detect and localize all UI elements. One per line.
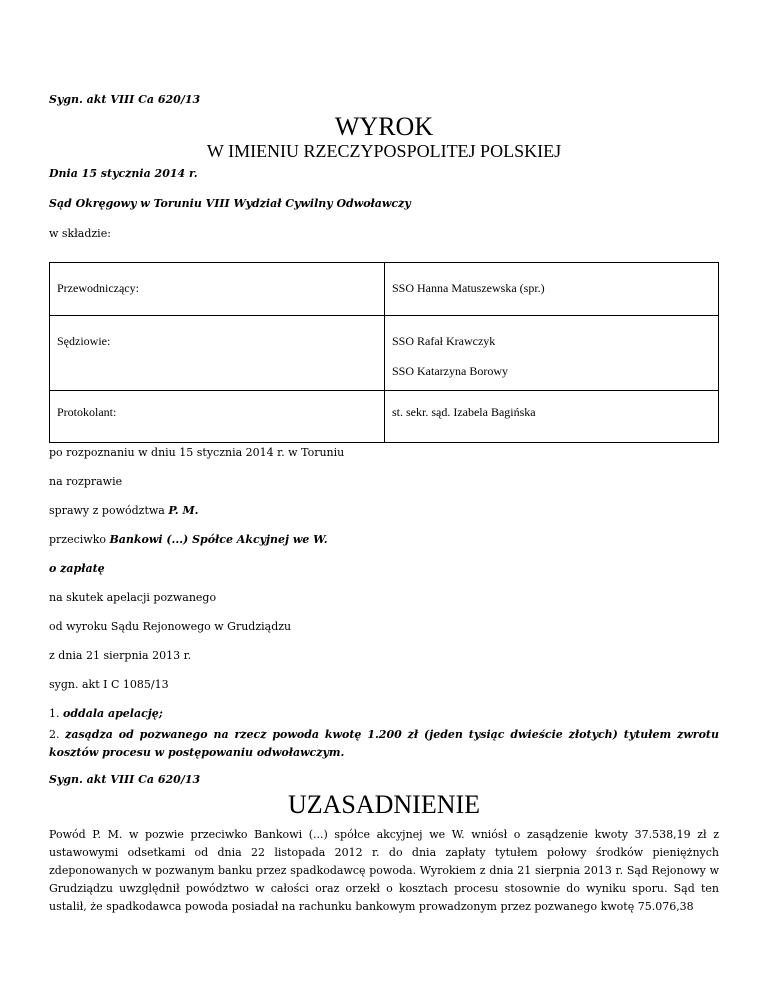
ruling-item-2-num: 2. — [49, 728, 60, 741]
proceedings-line-3 — [49, 503, 198, 518]
proceedings-subject: o zapłatę — [49, 562, 105, 575]
plaintiff-name: P. M. — [168, 504, 199, 517]
ruling-item-1-num: 1. — [49, 707, 60, 720]
table-row — [50, 391, 719, 443]
proceedings-line-9: sygn. akt I C 1085/13 — [49, 678, 169, 691]
table-row — [50, 316, 719, 391]
court-name: Sąd Okręgowy w Toruniu VIII Wydział Cywilny Odwoławczy — [49, 197, 411, 210]
document-title: WYROK — [334, 112, 434, 141]
case-signature: Sygn. akt VIII Ca 620/13 — [49, 93, 201, 106]
justification-signature: Sygn. akt VIII Ca 620/13 — [49, 773, 201, 786]
defendant-name: Bankowi (...) Spółce Akcyjnej we W. — [109, 533, 328, 546]
table-row — [50, 263, 719, 316]
composition-table — [49, 262, 719, 443]
justification-paragraph: Powód P. M. w pozwie przeciwko Bankowi (...) spółce akcyjnej we W. wniósł o zasądzenie kwoty 37.538,19 zł z ustawowymi odsetkami od dnia 22 listopada 2012 r. do dnia zapłaty tytułem połowy środków pieniężnych zdeponowanych w pozwanym banku przez spadkodawcę powoda. Wyrokiem z dnia 21 sierpnia 2013 r. Sąd Rejonowy w Grudziądzu uwzględnił powództwo w całości oraz orzekł o kosztach procesu stosownie do wyniku sporu. Sąd ten ustalił, że spadkodawca powoda posiadał na rachunku bankowym prowadzonym przez pozwanego kwotę 75.076,38 — [49, 828, 719, 913]
clerk-value: st. sekr. sąd. Izabela Bagińska — [385, 391, 719, 443]
clerk-label: Protokolant: — [50, 391, 385, 443]
judgment-date: Dnia 15 stycznia 2014 r. — [49, 167, 198, 180]
chair-label: Przewodniczący: — [50, 263, 385, 316]
proceedings-line-7: od wyroku Sądu Rejonowego w Grudziądzu — [49, 620, 292, 633]
ruling-item-1 — [49, 706, 163, 721]
proceedings-line-4 — [49, 532, 328, 547]
ruling-item-1-text: oddala apelację; — [63, 707, 163, 720]
proceedings-line-2: na rozprawie — [49, 475, 123, 488]
plaintiff-prefix: sprawy z powództwa — [49, 504, 169, 517]
ruling-item-2 — [49, 726, 719, 762]
composition-intro: w składzie: — [49, 227, 111, 240]
proceedings-line-6: na skutek apelacji pozwanego — [49, 591, 217, 604]
document-subtitle: W IMIENIU RZECZYPOSPOLITEJ POLSKIEJ — [206, 141, 562, 161]
judge-2: SSO Katarzyna Borowy — [392, 364, 508, 378]
defendant-prefix: przeciwko — [49, 533, 110, 546]
ruling-item-2-text: zasądza od pozwanego na rzecz powoda kwotę 1.200 zł (jeden tysiąc dwieście złotych) tytułem zwrotu kosztów procesu w postępowaniu odwoławczym. — [49, 728, 720, 759]
proceedings-line-1: po rozpoznaniu w dniu 15 stycznia 2014 r. w Toruniu — [49, 446, 345, 459]
chair-value: SSO Hanna Matuszewska (spr.) — [385, 263, 719, 316]
proceedings-line-8: z dnia 21 sierpnia 2013 r. — [49, 649, 192, 662]
judges-label: Sędziowie: — [50, 316, 385, 391]
judges-values — [385, 316, 719, 391]
judge-1: SSO Rafał Krawczyk — [392, 334, 496, 348]
justification-title: UZASADNIENIE — [287, 790, 481, 819]
